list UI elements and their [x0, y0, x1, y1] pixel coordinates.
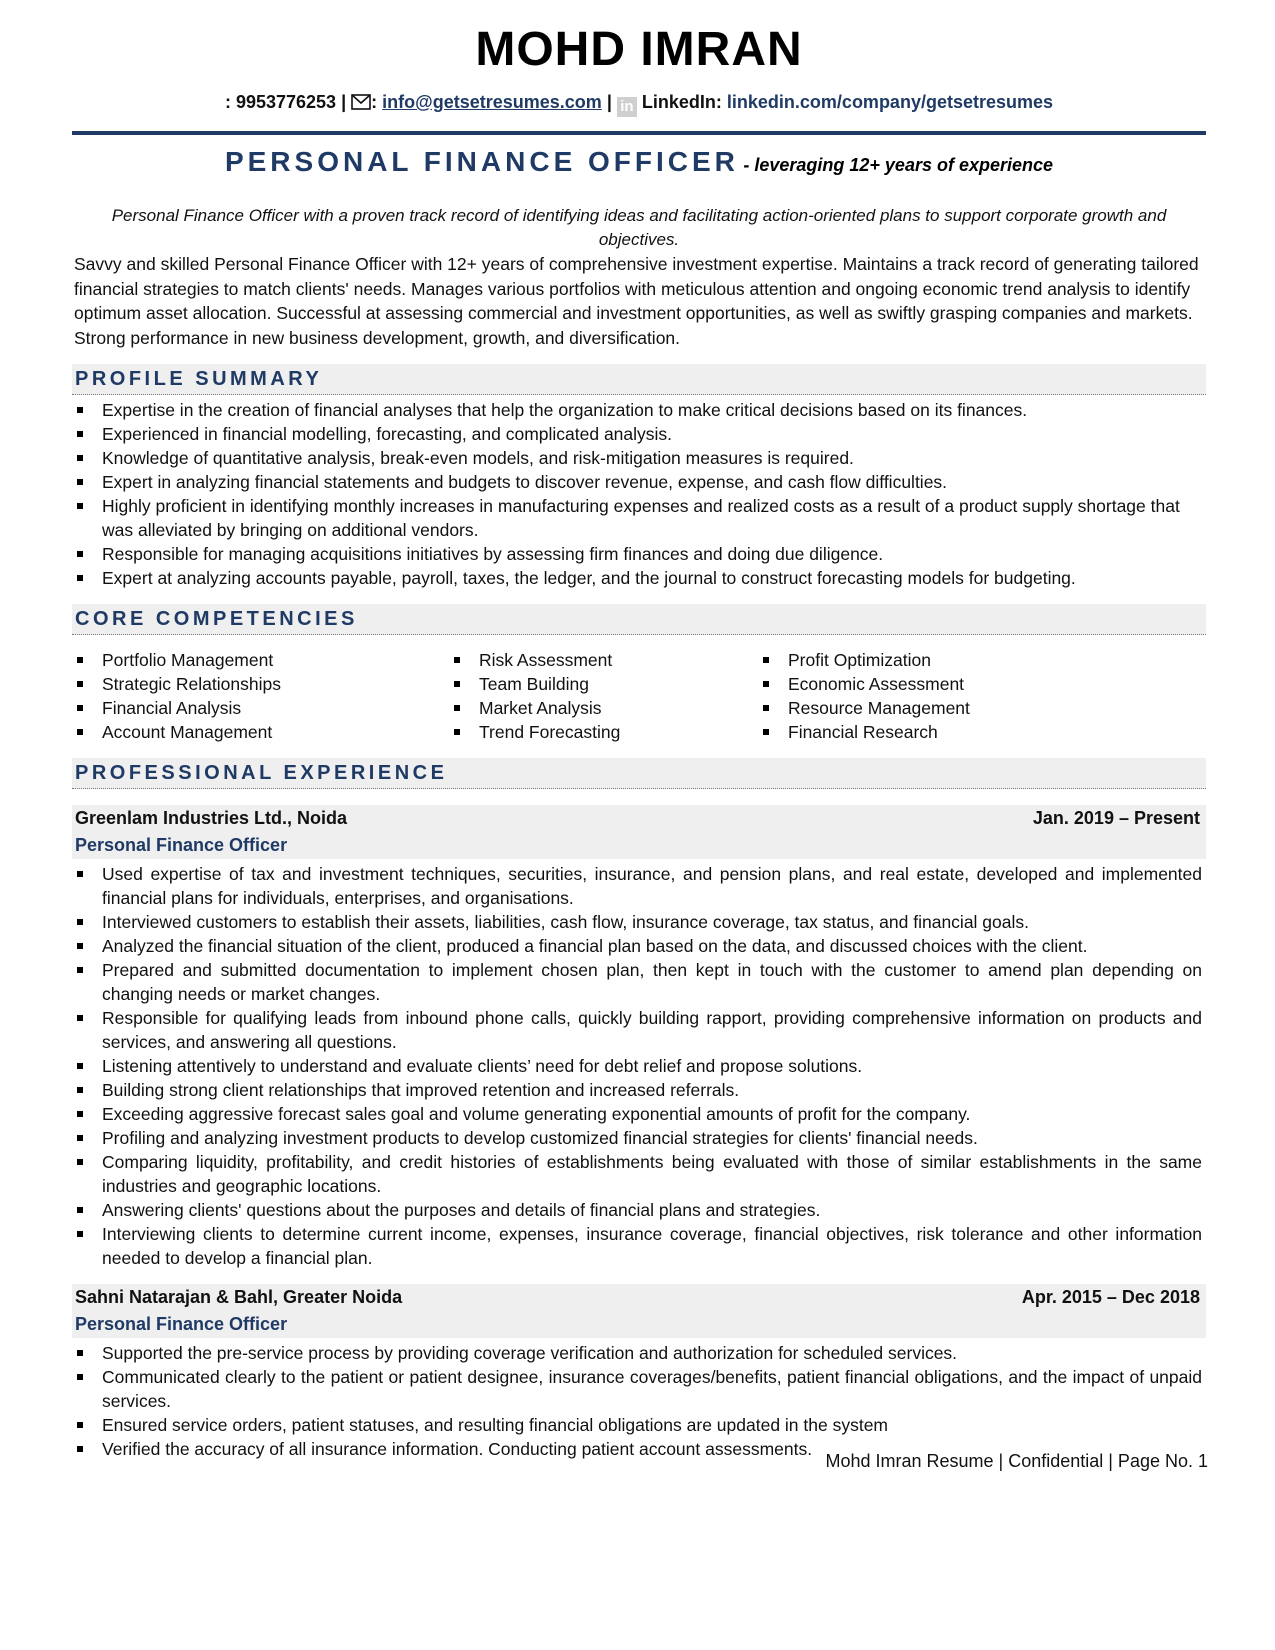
job-header — [72, 1284, 1206, 1338]
competency-item: Profit Optimization — [758, 648, 1158, 672]
job-title: Personal Finance Officer — [75, 1314, 288, 1334]
tagline: Personal Finance Officer with a proven track record of identifying ideas and facilitating action-oriented plans to support corporate growth and objectives. — [111, 206, 1167, 249]
list-item: Ensured service orders, patient statuses, and resulting financial obligations are updated in the system — [72, 1413, 1206, 1437]
job-headline-subtitle: - leveraging 12+ years of experience — [743, 155, 1054, 175]
list-item: Highly proficient in identifying monthly increases in manufacturing expenses and realized costs as a result of a product supply shortage that was alleviated by bringing on additional vendors. — [72, 494, 1206, 542]
summary-paragraph: Savvy and skilled Personal Finance Officer with 12+ years of comprehensive investment expertise. Maintains a track record of generating tailored financial strategies to match clients' needs. Manages various portfolios with meticulous attention and ongoing economic trend analysis to identify optimum asset allocation. Successful at assessing commercial and investment opportunities, as well as swiftly grasping companies and markets. Strong performance in new business development, growth, and diversification. — [74, 254, 1199, 348]
header-divider — [72, 131, 1206, 135]
list-item: Expertise in the creation of financial analyses that help the organization to make critical decisions based on its finances. — [72, 398, 1206, 422]
candidate-name: MOHD IMRAN — [475, 23, 803, 76]
competency-item: Trend Forecasting — [449, 720, 758, 744]
job-company-row — [75, 805, 1200, 832]
competency-item: Market Analysis — [449, 696, 758, 720]
company-name: Greenlam Industries Ltd., Noida — [75, 808, 348, 828]
job-header — [72, 805, 1206, 859]
competency-item: Risk Assessment — [449, 648, 758, 672]
list-item: Profiling and analyzing investment products to develop customized financial strategies for clients' financial needs. — [72, 1126, 1206, 1150]
competency-item: Resource Management — [758, 696, 1158, 720]
linkedin-link[interactable]: linkedin.com/company/getsetresumes — [726, 92, 1054, 112]
job-duties-list — [72, 862, 1206, 1270]
competency-item: Financial Research — [758, 720, 1158, 744]
section-heading-profile-summary: PROFILE SUMMARY — [72, 364, 1206, 395]
list-item: Analyzed the financial situation of the client, produced a financial plan based on the data, and discussed choices with the client. — [72, 934, 1206, 958]
list-item: Listening attentively to understand and evaluate clients’ need for debt relief and propose solutions. — [72, 1054, 1206, 1078]
list-item: Expert in analyzing financial statements and budgets to discover revenue, expense, and cash flow difficulties. — [72, 470, 1206, 494]
contact-line — [72, 90, 1206, 117]
profile-summary-list — [72, 398, 1206, 590]
list-item: Supported the pre-service process by providing coverage verification and authorization for scheduled services. — [72, 1341, 1206, 1365]
list-item: Responsible for managing acquisitions initiatives by assessing firm finances and doing due diligence. — [72, 542, 1206, 566]
job-dates: Jan. 2019 – Present — [1032, 808, 1200, 828]
resume-page — [72, 0, 1206, 1461]
competency-item: Portfolio Management — [72, 648, 449, 672]
list-item: Communicated clearly to the patient or patient designee, insurance coverages/benefits, patient financial obligations, and the impact of unpaid services. — [72, 1365, 1206, 1413]
section-heading-professional-experience: PROFESSIONAL EXPERIENCE — [72, 758, 1206, 789]
phone-text: : 9953776253 — [224, 92, 337, 112]
competency-item: Economic Assessment — [758, 672, 1158, 696]
competencies-grid — [72, 648, 1206, 744]
separator: | — [606, 92, 612, 112]
envelope-icon — [351, 92, 371, 116]
separator: | — [341, 92, 347, 112]
linkedin-icon: in — [617, 97, 637, 117]
competencies-column — [758, 648, 1158, 744]
list-item: Used expertise of tax and investment techniques, securities, insurance, and pension plans, and real estate, developed and implemented financial plans for individuals, enterprises, and organisations. — [72, 862, 1206, 910]
list-item: Expert at analyzing accounts payable, payroll, taxes, the ledger, and the journal to construct forecasting models for budgeting. — [72, 566, 1206, 590]
linkedin-label: LinkedIn: — [641, 92, 722, 112]
job-dates: Apr. 2015 – Dec 2018 — [1021, 1287, 1200, 1307]
email-label: : — [371, 92, 378, 112]
company-name: Sahni Natarajan & Bahl, Greater Noida — [75, 1287, 403, 1307]
competencies-column — [449, 648, 758, 744]
list-item: Prepared and submitted documentation to implement chosen plan, then kept in touch with the customer to amend plan depending on changing needs or market changes. — [72, 958, 1206, 1006]
headline — [72, 145, 1206, 184]
competency-item: Team Building — [449, 672, 758, 696]
list-item: Experienced in financial modelling, forecasting, and complicated analysis. — [72, 422, 1206, 446]
list-item: Verified the accuracy of all insurance information. Conducting patient account assessments. — [72, 1437, 1206, 1461]
competencies-column — [72, 648, 449, 744]
list-item: Responsible for qualifying leads from inbound phone calls, quickly building rapport, providing comprehensive information on products and services, and answering all questions. — [72, 1006, 1206, 1054]
list-item: Interviewing clients to determine current income, expenses, insurance coverage, financial objectives, risk tolerance and other information needed to develop a financial plan. — [72, 1222, 1206, 1270]
list-item: Exceeding aggressive forecast sales goal and volume generating exponential amounts of profit for the company. — [72, 1102, 1206, 1126]
list-item: Comparing liquidity, profitability, and credit histories of establishments being evaluated with those of similar establishments in the same industries and geographic locations. — [72, 1150, 1206, 1198]
job-duties-list — [72, 1341, 1206, 1461]
page-footer: Mohd Imran Resume | Confidential | Page No. 1 — [825, 1451, 1208, 1471]
list-item: Answering clients' questions about the purposes and details of financial plans and strategies. — [72, 1198, 1206, 1222]
competency-item: Strategic Relationships — [72, 672, 449, 696]
list-item: Building strong client relationships that improved retention and increased referrals. — [72, 1078, 1206, 1102]
email-link[interactable]: info@getsetresumes.com — [382, 92, 602, 112]
job-company-row — [75, 1284, 1200, 1311]
list-item: Interviewed customers to establish their assets, liabilities, cash flow, insurance coverage, tax status, and financial goals. — [72, 910, 1206, 934]
job-title: Personal Finance Officer — [75, 835, 288, 855]
job-headline-title: PERSONAL FINANCE OFFICER — [224, 146, 739, 177]
competency-item: Financial Analysis — [72, 696, 449, 720]
section-heading-core-competencies: CORE COMPETENCIES — [72, 604, 1206, 635]
list-item: Knowledge of quantitative analysis, break-even models, and risk-mitigation measures is required. — [72, 446, 1206, 470]
competency-item: Account Management — [72, 720, 449, 744]
